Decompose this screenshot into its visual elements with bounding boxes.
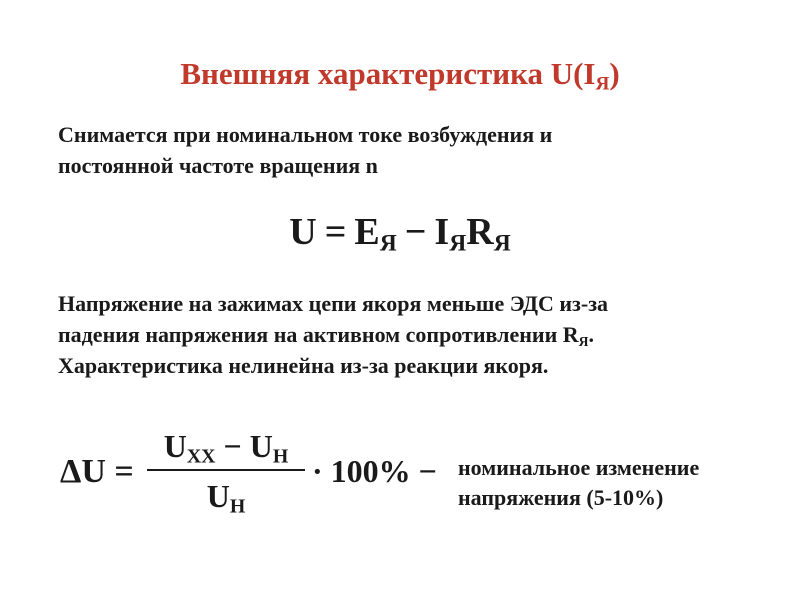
title-subscript: Я	[595, 73, 610, 95]
fraction-denominator	[147, 475, 305, 517]
fraction-bar	[147, 469, 305, 471]
numerator-u1: U	[163, 428, 187, 464]
numerator-u2-subscript: H	[272, 445, 289, 468]
delta-u-fraction	[147, 425, 305, 517]
formula-e: E	[354, 211, 380, 253]
fraction-numerator	[147, 425, 305, 467]
formula-r: R	[466, 211, 494, 253]
numerator-u1-subscript: XX	[186, 445, 216, 468]
numerator-minus: −	[215, 428, 250, 464]
formula-minus: −	[404, 211, 427, 253]
delta-u-lhs: ΔU =	[60, 453, 134, 490]
paragraph-explanation-line-2	[58, 319, 778, 350]
delta-u-note-line-1: номинальное изменение	[458, 455, 700, 480]
delta-u-note-line-2: напряжения (5-10%)	[458, 485, 664, 510]
title-end: )	[609, 56, 620, 91]
delta-u-rhs: · 100% −	[312, 453, 437, 489]
voltage-formula	[0, 210, 800, 257]
paragraph-conditions-line-1: Снимается при номинальном токе возбуждения и	[58, 122, 553, 147]
paragraph-conditions-line-2: постоянной частоте вращения n	[58, 153, 378, 178]
denominator-u: U	[206, 478, 230, 514]
title-text: Внешняя характеристика U(I	[180, 56, 596, 91]
slide-title	[0, 56, 800, 95]
numerator-u2: U	[249, 428, 273, 464]
paragraph-explanation-line-2-end: .	[588, 322, 594, 347]
paragraph-explanation	[58, 288, 778, 381]
formula-e-subscript: Я	[379, 230, 397, 257]
paragraph-explanation-line-2-text: падения напряжения на активном сопротивлении R	[58, 322, 579, 347]
paragraph-explanation-line-2-subscript: Я	[578, 333, 589, 349]
delta-u-note	[458, 453, 699, 513]
formula-u: U	[289, 211, 317, 253]
paragraph-explanation-line-3: Характеристика нелинейна из-за реакции якоря.	[58, 353, 549, 378]
delta-u-formula	[60, 425, 800, 525]
paragraph-explanation-line-1: Напряжение на зажимах цепи якоря меньше ЭДС из-за	[58, 291, 609, 316]
formula-r-subscript: Я	[493, 230, 511, 257]
denominator-u-subscript: H	[229, 495, 246, 518]
formula-equals: =	[324, 211, 347, 253]
paragraph-conditions	[58, 119, 778, 181]
formula-i-subscript: Я	[449, 230, 467, 257]
formula-i: I	[434, 211, 450, 253]
